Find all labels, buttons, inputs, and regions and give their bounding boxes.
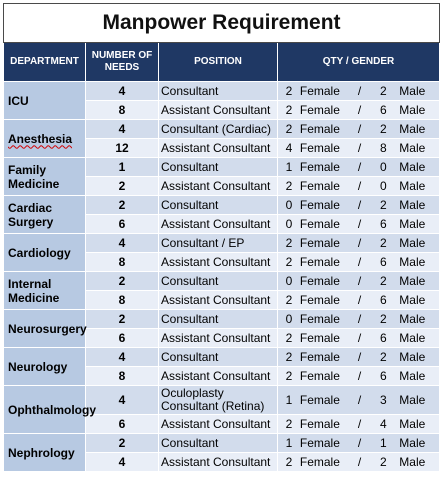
male-count: 2	[380, 122, 387, 136]
female-count: 2	[285, 122, 293, 136]
department-cell	[4, 82, 86, 120]
female-label: Female	[299, 84, 340, 98]
qty-gender-cell	[278, 291, 440, 310]
female-label: Female	[299, 217, 340, 231]
male-count: 2	[380, 312, 387, 326]
gender-separator: /	[357, 350, 362, 364]
male-label: Male	[399, 160, 426, 174]
male-label: Male	[399, 393, 426, 407]
qty-gender-cell	[278, 196, 440, 215]
male-count: 2	[380, 198, 387, 212]
female-count: 4	[285, 141, 293, 155]
needs-cell: 2	[86, 272, 159, 291]
needs-cell: 12	[86, 139, 159, 158]
male-count: 6	[380, 103, 387, 117]
table-row	[4, 158, 440, 177]
male-count: 8	[380, 141, 387, 155]
female-count: 1	[285, 393, 293, 407]
gender-separator: /	[357, 369, 362, 383]
position-cell: Consultant	[159, 348, 278, 367]
female-label: Female	[299, 179, 340, 193]
department-label: Nephrology	[8, 445, 75, 460]
male-count: 4	[380, 417, 387, 431]
male-label: Male	[399, 122, 426, 136]
header-department: DEPARTMENT	[4, 43, 86, 82]
header-position: POSITION	[159, 43, 278, 82]
table-row	[4, 386, 440, 415]
table-row	[4, 310, 440, 329]
position-cell: Assistant Consultant	[159, 253, 278, 272]
male-count: 6	[380, 217, 387, 231]
position-cell: Assistant Consultant	[159, 367, 278, 386]
position-cell: Consultant	[159, 196, 278, 215]
male-label: Male	[399, 274, 426, 288]
gender-separator: /	[357, 331, 362, 345]
position-cell: Assistant Consultant	[159, 329, 278, 348]
qty-gender-cell	[278, 367, 440, 386]
table-title: Manpower Requirement	[4, 4, 440, 43]
female-label: Female	[299, 455, 340, 469]
qty-gender-cell	[278, 415, 440, 434]
qty-gender-cell	[278, 348, 440, 367]
gender-separator: /	[357, 393, 362, 407]
needs-cell: 4	[86, 453, 159, 472]
qty-gender-cell	[278, 453, 440, 472]
male-count: 3	[380, 393, 387, 407]
female-count: 2	[285, 236, 293, 250]
department-label: Neurology	[8, 359, 68, 374]
department-cell	[4, 348, 86, 386]
male-label: Male	[399, 293, 426, 307]
gender-separator: /	[357, 255, 362, 269]
position-cell: Assistant Consultant	[159, 291, 278, 310]
female-count: 2	[285, 255, 293, 269]
female-count: 2	[285, 84, 293, 98]
needs-cell: 4	[86, 120, 159, 139]
female-count: 0	[285, 312, 293, 326]
qty-gender-cell	[278, 272, 440, 291]
department-label: Anesthesia	[8, 131, 73, 146]
position-cell: Assistant Consultant	[159, 415, 278, 434]
male-label: Male	[399, 417, 426, 431]
department-cell	[4, 234, 86, 272]
qty-gender-cell	[278, 434, 440, 453]
department-label: Cardiology	[8, 245, 71, 260]
needs-cell: 4	[86, 386, 159, 415]
position-cell: Oculoplasty Consultant (Retina)	[159, 386, 278, 415]
department-cell	[4, 158, 86, 196]
gender-separator: /	[357, 84, 362, 98]
female-label: Female	[299, 312, 340, 326]
needs-cell: 8	[86, 101, 159, 120]
needs-cell: 2	[86, 177, 159, 196]
male-count: 6	[380, 331, 387, 345]
needs-cell: 8	[86, 291, 159, 310]
gender-separator: /	[357, 141, 362, 155]
female-count: 2	[285, 293, 293, 307]
gender-separator: /	[357, 160, 362, 174]
needs-cell: 8	[86, 367, 159, 386]
female-count: 2	[285, 103, 293, 117]
female-label: Female	[299, 274, 340, 288]
manpower-table	[3, 3, 440, 472]
table-row	[4, 196, 440, 215]
female-label: Female	[299, 350, 340, 364]
header-needs: NUMBER OF NEEDS	[86, 43, 159, 82]
needs-cell: 2	[86, 310, 159, 329]
needs-cell: 4	[86, 348, 159, 367]
female-label: Female	[299, 236, 340, 250]
female-count: 0	[285, 198, 293, 212]
female-count: 0	[285, 274, 293, 288]
female-count: 2	[285, 455, 293, 469]
male-label: Male	[399, 436, 426, 450]
qty-gender-cell	[278, 139, 440, 158]
male-label: Male	[399, 198, 426, 212]
female-count: 2	[285, 331, 293, 345]
male-count: 6	[380, 293, 387, 307]
female-label: Female	[299, 393, 340, 407]
female-label: Female	[299, 160, 340, 174]
department-cell	[4, 120, 86, 158]
male-count: 1	[380, 436, 387, 450]
male-label: Male	[399, 255, 426, 269]
female-label: Female	[299, 198, 340, 212]
needs-cell: 2	[86, 434, 159, 453]
female-label: Female	[299, 369, 340, 383]
gender-separator: /	[357, 417, 362, 431]
gender-separator: /	[357, 103, 362, 117]
female-label: Female	[299, 417, 340, 431]
department-cell	[4, 386, 96, 434]
department-label: Internal Medicine	[8, 276, 60, 305]
table-row	[4, 348, 440, 367]
department-label: Cardiac Surgery	[8, 200, 54, 229]
male-label: Male	[399, 455, 426, 469]
female-label: Female	[299, 436, 340, 450]
female-label: Female	[299, 293, 340, 307]
qty-gender-cell	[278, 310, 440, 329]
female-label: Female	[299, 255, 340, 269]
position-cell: Assistant Consultant	[159, 139, 278, 158]
male-label: Male	[399, 84, 426, 98]
position-cell: Consultant / EP	[159, 234, 278, 253]
header-qty-gender: QTY / GENDER	[278, 43, 440, 82]
qty-gender-cell	[278, 177, 440, 196]
qty-gender-cell	[278, 329, 440, 348]
male-label: Male	[399, 236, 426, 250]
position-cell: Consultant (Cardiac)	[159, 120, 278, 139]
female-label: Female	[299, 122, 340, 136]
position-cell: Consultant	[159, 158, 278, 177]
male-label: Male	[399, 312, 426, 326]
male-label: Male	[399, 331, 426, 345]
male-count: 2	[380, 350, 387, 364]
needs-cell: 1	[86, 158, 159, 177]
needs-cell: 4	[86, 234, 159, 253]
male-label: Male	[399, 103, 426, 117]
male-label: Male	[399, 350, 426, 364]
female-count: 1	[285, 160, 293, 174]
gender-separator: /	[357, 236, 362, 250]
table-row	[4, 234, 440, 253]
needs-cell: 6	[86, 329, 159, 348]
table-row	[4, 434, 440, 453]
male-label: Male	[399, 217, 426, 231]
female-label: Female	[299, 141, 340, 155]
position-cell: Consultant	[159, 310, 278, 329]
male-count: 6	[380, 369, 387, 383]
qty-gender-cell	[278, 386, 440, 415]
male-label: Male	[399, 369, 426, 383]
position-cell: Assistant Consultant	[159, 453, 278, 472]
qty-gender-cell	[278, 253, 440, 272]
male-label: Male	[399, 179, 426, 193]
position-cell: Consultant	[159, 272, 278, 291]
gender-separator: /	[357, 455, 362, 469]
female-count: 2	[285, 350, 293, 364]
header-row	[4, 43, 440, 82]
department-cell	[4, 434, 86, 472]
department-label: Neurosurgery	[8, 321, 87, 336]
position-cell: Assistant Consultant	[159, 215, 278, 234]
qty-gender-cell	[278, 158, 440, 177]
female-count: 1	[285, 436, 293, 450]
gender-separator: /	[357, 179, 362, 193]
qty-gender-cell	[278, 234, 440, 253]
needs-cell: 6	[86, 215, 159, 234]
male-count: 0	[380, 160, 387, 174]
qty-gender-cell	[278, 215, 440, 234]
manpower-table-container	[3, 3, 439, 472]
table-row	[4, 82, 440, 101]
gender-separator: /	[357, 293, 362, 307]
male-count: 2	[380, 455, 387, 469]
male-count: 0	[380, 179, 387, 193]
gender-separator: /	[357, 436, 362, 450]
needs-cell: 6	[86, 415, 159, 434]
gender-separator: /	[357, 198, 362, 212]
qty-gender-cell	[278, 101, 440, 120]
department-cell	[4, 272, 86, 310]
table-row	[4, 120, 440, 139]
male-count: 2	[380, 274, 387, 288]
table-row	[4, 272, 440, 291]
female-count: 0	[285, 217, 293, 231]
male-label: Male	[399, 141, 426, 155]
position-cell: Consultant	[159, 434, 278, 453]
female-label: Female	[299, 331, 340, 345]
needs-cell: 2	[86, 196, 159, 215]
male-count: 2	[380, 84, 387, 98]
female-count: 2	[285, 369, 293, 383]
needs-cell: 8	[86, 253, 159, 272]
gender-separator: /	[357, 274, 362, 288]
position-cell: Assistant Consultant	[159, 101, 278, 120]
department-label: Ophthalmology	[8, 402, 96, 417]
gender-separator: /	[357, 312, 362, 326]
department-label: Family Medicine	[8, 162, 60, 191]
female-count: 2	[285, 179, 293, 193]
qty-gender-cell	[278, 120, 440, 139]
qty-gender-cell	[278, 82, 440, 101]
table-body	[4, 82, 440, 472]
department-cell	[4, 310, 86, 348]
gender-separator: /	[357, 217, 362, 231]
department-cell	[4, 196, 86, 234]
female-count: 2	[285, 417, 293, 431]
gender-separator: /	[357, 122, 362, 136]
department-label: ICU	[8, 93, 29, 108]
position-cell: Consultant	[159, 82, 278, 101]
male-count: 6	[380, 255, 387, 269]
needs-cell: 4	[86, 82, 159, 101]
female-label: Female	[299, 103, 340, 117]
position-cell: Assistant Consultant	[159, 177, 278, 196]
male-count: 2	[380, 236, 387, 250]
